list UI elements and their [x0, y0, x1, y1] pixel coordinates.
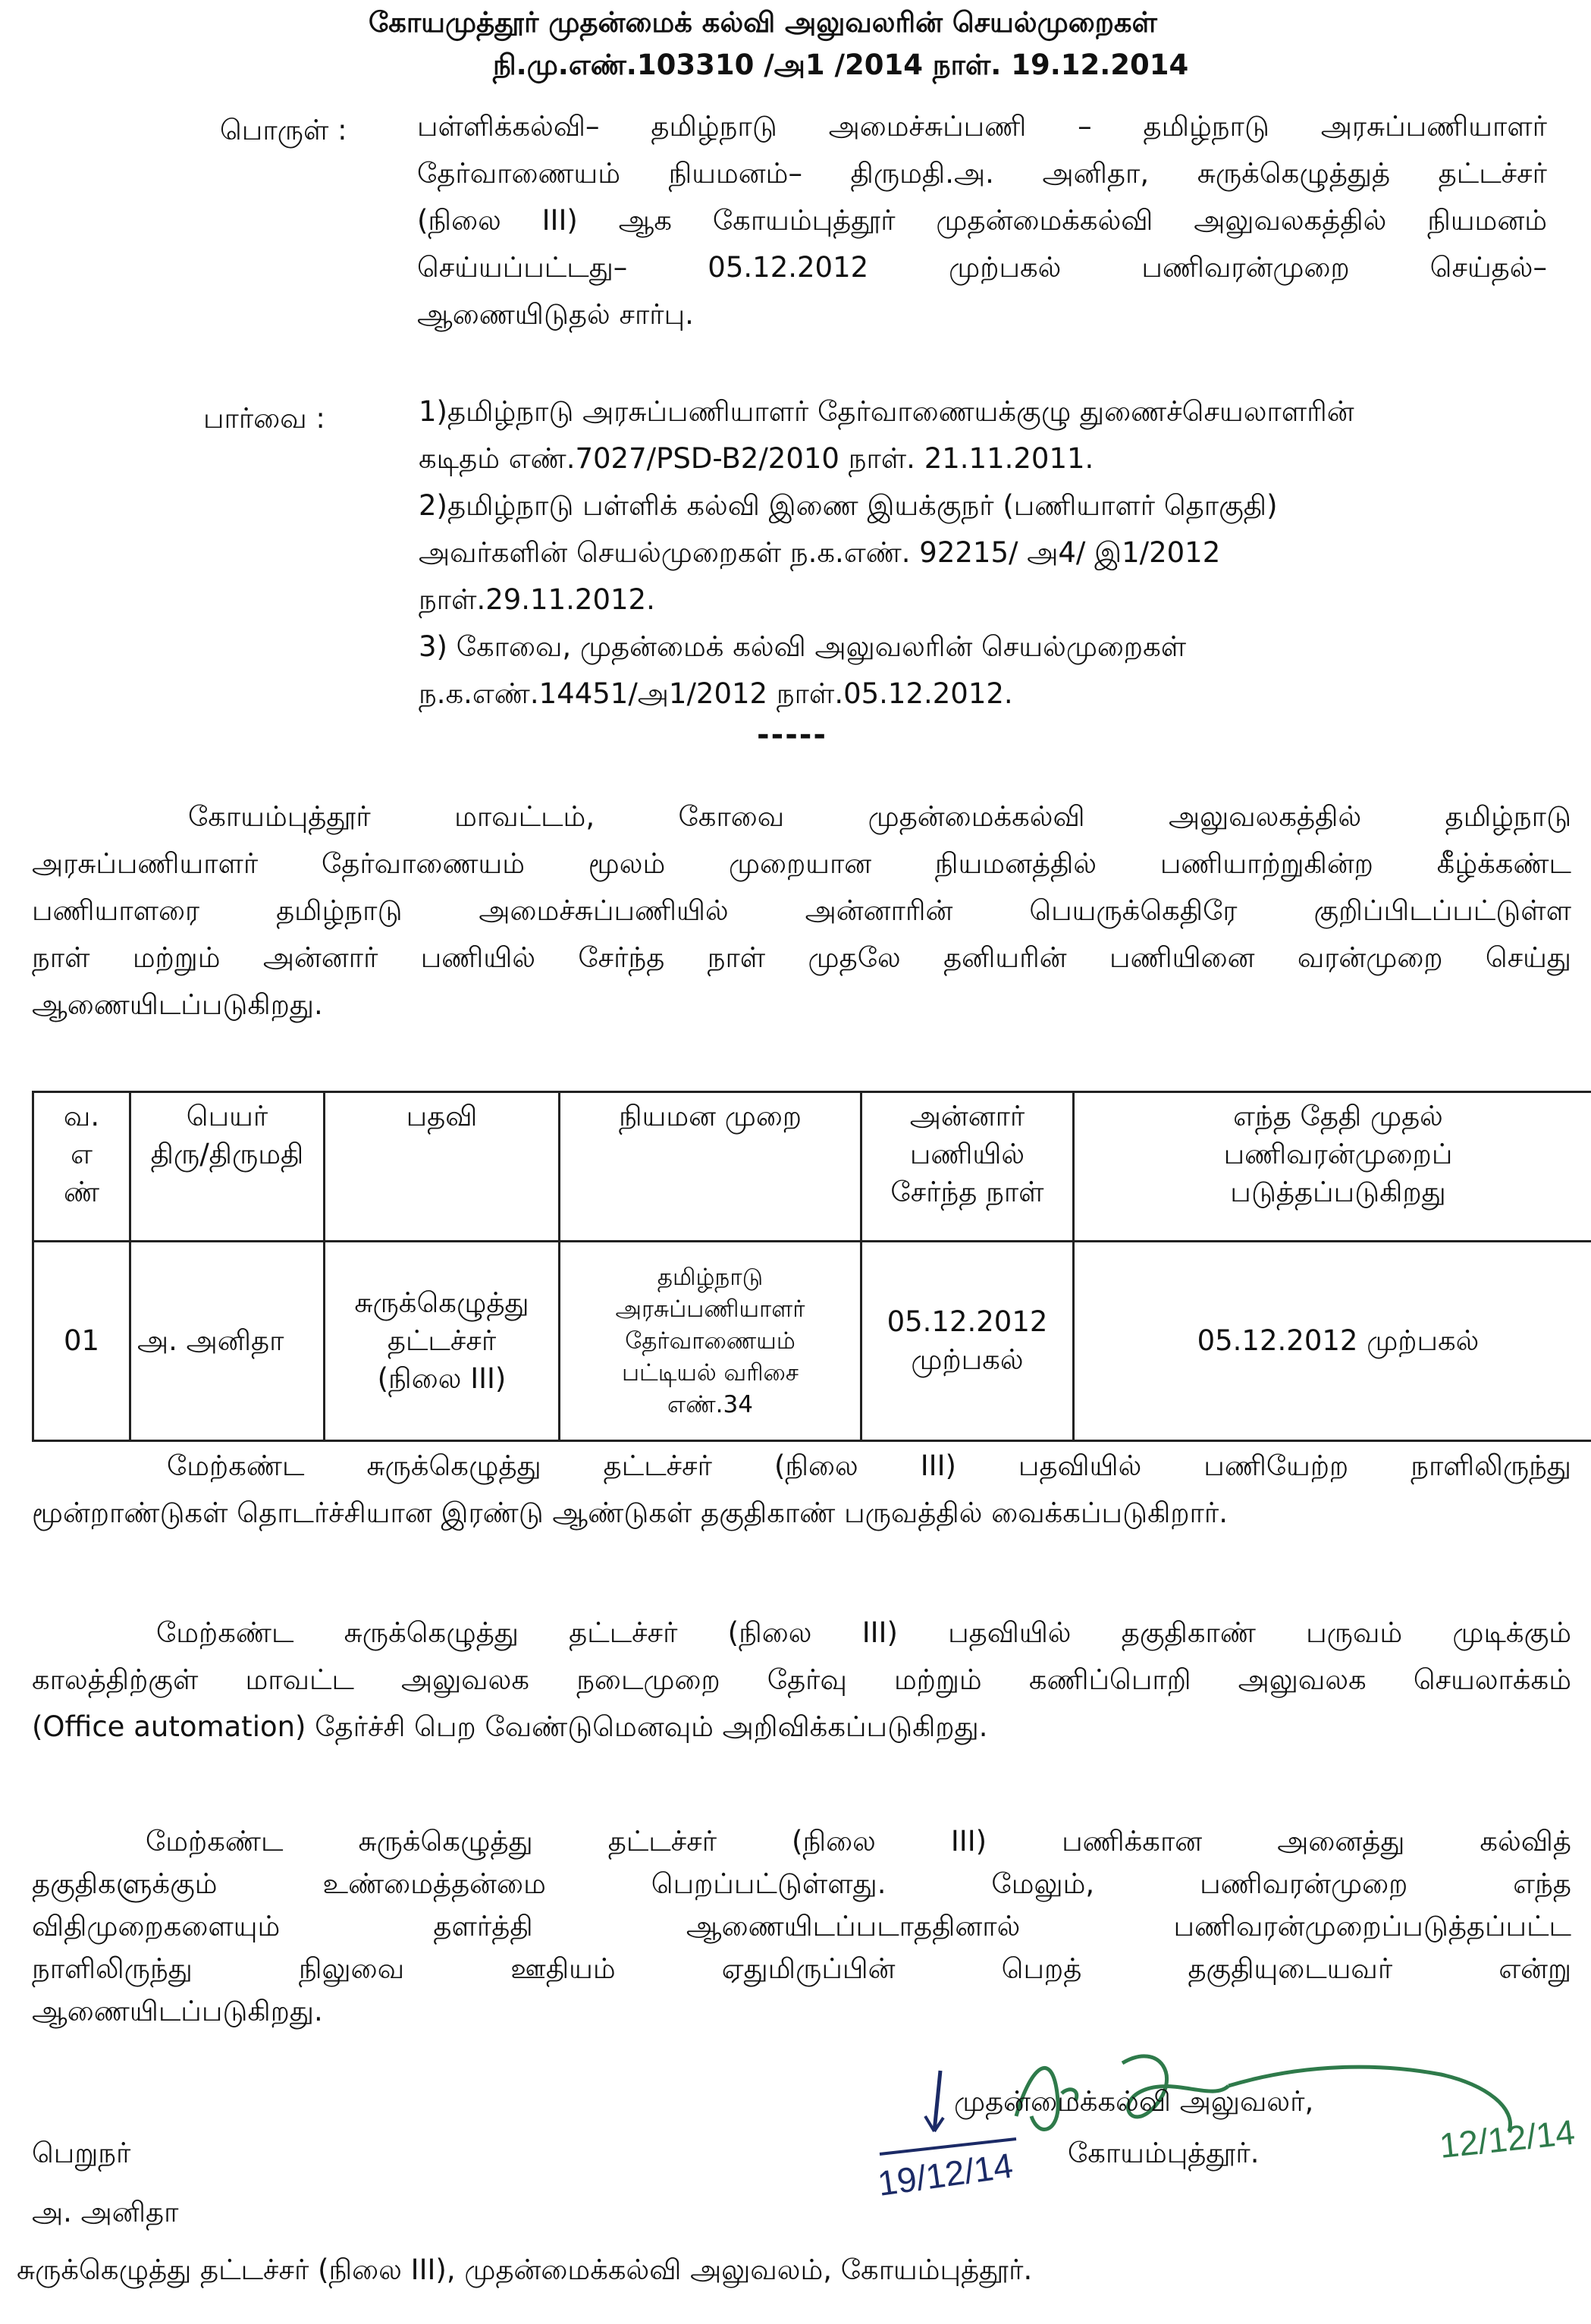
- regularisation-table: [32, 1091, 1591, 1442]
- recipient-address: சுருக்கெழுத்து தட்டச்சர் (நிலை III), முதன்மைக்கல்வி அலுவலம், கோயம்புத்தூர்.: [17, 2253, 1033, 2286]
- svg-text:19/12/14: 19/12/14: [875, 2145, 1015, 2203]
- signatory-place: கோயம்புத்தூர்.: [1068, 2137, 1260, 2169]
- reference-line: நாள்.29.11.2012.: [419, 583, 655, 616]
- col-header-regularised-from: எந்த தேதி முதல் பணிவரன்முறைப் படுத்தப்படுகிறது: [1074, 1092, 1591, 1242]
- svg-text:12/12/14: 12/12/14: [1437, 2112, 1577, 2165]
- qualification-line: மேற்கண்ட சுருக்கெழுத்து தட்டச்சர் (நிலை III) பணிக்கான அனைத்து கல்வித்: [146, 1825, 1571, 1858]
- qualification-paragraph: [32, 1820, 1571, 2033]
- subject-line: செய்யப்பட்டது– 05.12.2012 முற்பகல் பணிவரன்முறை செய்தல்–: [417, 251, 1547, 284]
- qualification-line: நாளிலிருந்து நிலுவை ஊதியம் ஏதுமிருப்பின் பெறத் தகுதியுடையவர் என்று: [32, 1952, 1571, 1985]
- probation-line: மூன்றாண்டுகள் தொடர்ச்சியான இரண்டு ஆண்டுகள் தகுதிகாண் பருவத்தில் வைக்கப்படுகிறார்.: [32, 1496, 1228, 1529]
- subject-line: ஆணையிடுதல் சார்பு.: [417, 298, 694, 331]
- subject-label: பொருள் :: [220, 114, 347, 146]
- reference-line: கடிதம் எண்.7027/PSD-B2/2010 நாள். 21.11.2011.: [419, 442, 1094, 475]
- reference-line: 1)தமிழ்நாடு அரசுப்பணியாளர் தேர்வாணையக்குழு துணைச்செயலாளரின்: [419, 395, 1354, 428]
- col-header-joining-date: அன்னார் பணியில் சேர்ந்த நாள்: [861, 1092, 1074, 1242]
- intro-paragraph: [32, 793, 1571, 1029]
- recipient-label: பெறுநர்: [32, 2137, 131, 2169]
- cell-post: சுருக்கெழுத்து தட்டச்சர் (நிலை III): [325, 1242, 560, 1441]
- reference-line: ந.க.எண்.14451/அ1/2012 நாள்.05.12.2012.: [419, 677, 1013, 710]
- col-header-post: பதவி: [325, 1092, 560, 1242]
- col-header-name: பெயர் திரு/திருமதி: [130, 1092, 325, 1242]
- qualification-line: தகுதிகளுக்கும் உண்மைத்தன்மை பெறப்பட்டுள்ளது. மேலும், பணிவரன்முறை எந்த: [32, 1867, 1571, 1900]
- recipient-name: அ. அனிதா: [32, 2196, 179, 2228]
- reference-text: [419, 388, 1541, 718]
- subject-text: [417, 103, 1547, 338]
- cell-appointment-mode: தமிழ்நாடு அரசுப்பணியாளர் தேர்வாணையம் பட்டியல் வரிசை எண்.34: [560, 1242, 861, 1441]
- section-separator: -----: [757, 718, 828, 752]
- cell-joining-date: 05.12.2012 முற்பகல்: [861, 1242, 1074, 1441]
- cell-serial: 01: [33, 1242, 130, 1441]
- intro-line: பணியாளரை தமிழ்நாடு அமைச்சுப்பணியில் அன்னாரின் பெயருக்கெதிரே குறிப்பிடப்பட்டுள்ள: [32, 894, 1571, 927]
- subject-line: தேர்வாணையம் நியமனம்– திருமதி.அ. அனிதா, சுருக்கெழுத்துத் தட்டச்சர்: [417, 157, 1547, 190]
- intro-line: ஆணையிடப்படுகிறது.: [32, 988, 323, 1021]
- table-row: [33, 1242, 1591, 1441]
- subject-line: (நிலை III) ஆக கோயம்புத்தூர் முதன்மைக்கல்வி அலுவலகத்தில் நியமனம்: [417, 204, 1547, 237]
- document-title: கோயமுத்தூர் முதன்மைக் கல்வி அலுவலரின் செயல்முறைகள்: [369, 6, 1157, 39]
- col-header-appointment-mode: நியமன முறை: [560, 1092, 861, 1242]
- intro-line: கோயம்புத்தூர் மாவட்டம், கோவை முதன்மைக்கல்வி அலுவலகத்தில் தமிழ்நாடு: [188, 800, 1571, 833]
- exam-line: (Office automation) தேர்ச்சி பெற வேண்டுமெனவும் அறிவிக்கப்படுகிறது.: [32, 1710, 988, 1743]
- qualification-line: ஆணையிடப்படுகிறது.: [32, 1995, 323, 2027]
- reference-line: 2)தமிழ்நாடு பள்ளிக் கல்வி இணை இயக்குநர் (பணியாளர் தொகுதி): [419, 489, 1278, 522]
- intro-line: அரசுப்பணியாளர் தேர்வாணையம் மூலம் முறையான நியமனத்தில் பணியாற்றுகின்ற கீழ்க்கண்ட: [32, 847, 1571, 880]
- probation-paragraph: [32, 1443, 1571, 1537]
- reference-line: அவர்களின் செயல்முறைகள் ந.க.எண். 92215/ அ4/ இ1/2012: [419, 536, 1221, 569]
- col-header-serial: வ. எ ண்: [33, 1092, 130, 1242]
- reference-line: 3) கோவை, முதன்மைக் கல்வி அலுவலரின் செயல்முறைகள்: [419, 630, 1187, 663]
- probation-line: மேற்கண்ட சுருக்கெழுத்து தட்டச்சர் (நிலை III) பதவியில் பணியேற்ற நாளிலிருந்து: [167, 1449, 1571, 1482]
- document-reference-number: நி.மு.எண்.103310 /அ1 /2014 நாள். 19.12.2014: [493, 49, 1189, 81]
- exam-line: மேற்கண்ட சுருக்கெழுத்து தட்டச்சர் (நிலை III) பதவியில் தகுதிகாண் பருவம் முடிக்கும்: [156, 1616, 1571, 1649]
- reference-label: பார்வை :: [203, 402, 325, 435]
- table-header-row: [33, 1092, 1591, 1242]
- intro-line: நாள் மற்றும் அன்னார் பணியில் சேர்ந்த நாள் முதலே தனியரின் பணியினை வரன்முறை செய்து: [32, 941, 1571, 974]
- subject-line: பள்ளிக்கல்வி– தமிழ்நாடு அமைச்சுப்பணி – தமிழ்நாடு அரசுப்பணியாளர்: [417, 110, 1547, 143]
- exam-line: காலத்திற்குள் மாவட்ட அலுவலக நடைமுறை தேர்வு மற்றும் கணிப்பொறி அலுவலக செயலாக்கம்: [32, 1663, 1571, 1696]
- exam-paragraph: [32, 1610, 1571, 1751]
- qualification-line: விதிமுறைகளையும் தளர்த்தி ஆணையிடப்படாததினால் பணிவரன்முறைப்படுத்தப்பட்ட: [32, 1910, 1571, 1942]
- signatory-designation: முதன்மைக்கல்வி அலுவலர்,: [954, 2085, 1314, 2118]
- cell-regularised-from: 05.12.2012 முற்பகல்: [1074, 1242, 1591, 1441]
- cell-name: அ. அனிதா: [130, 1242, 325, 1441]
